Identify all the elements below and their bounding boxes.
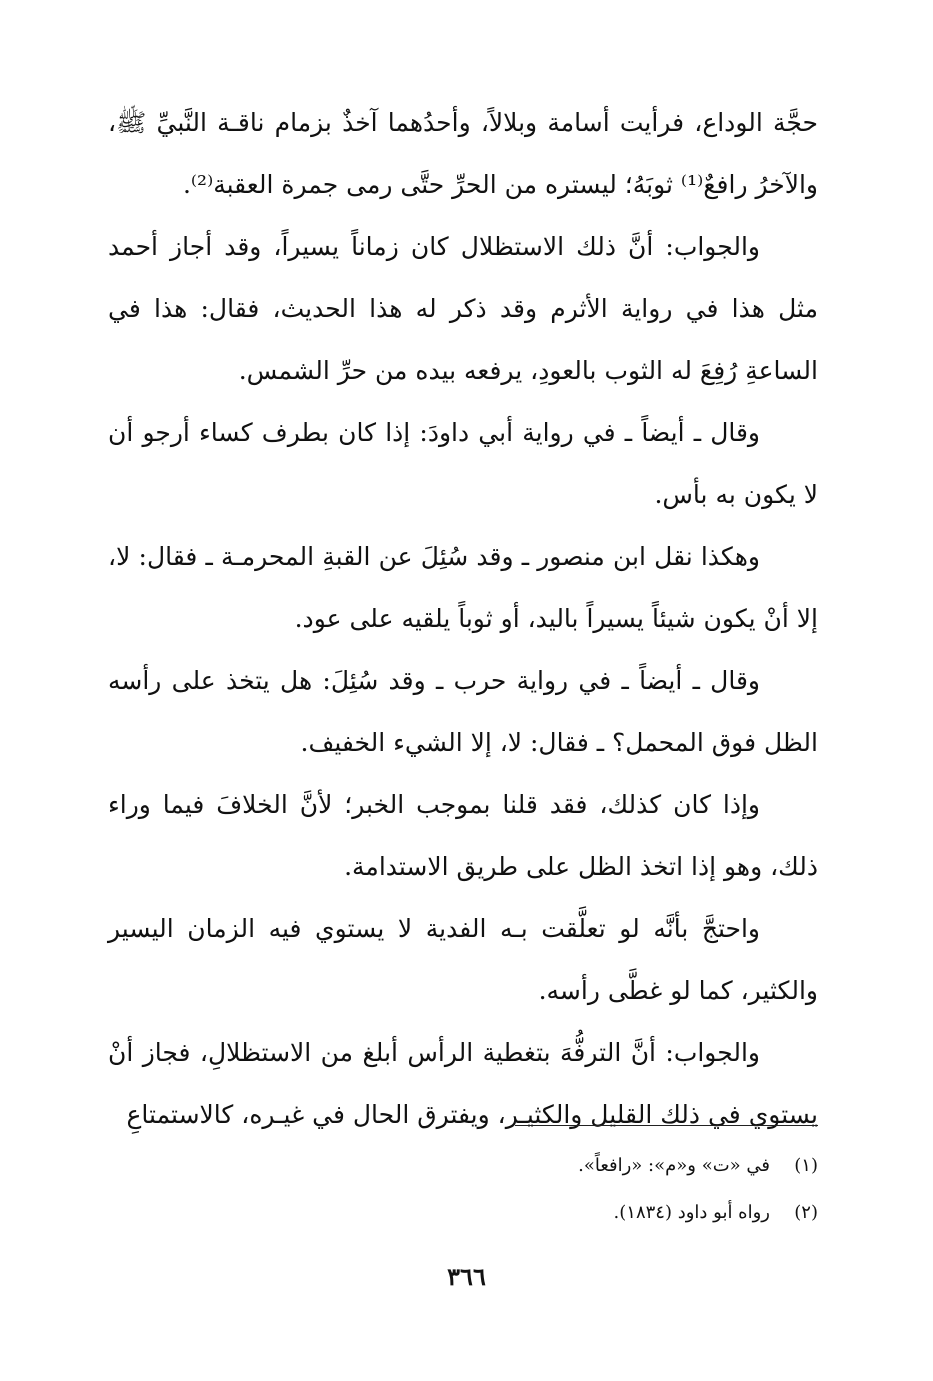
paragraph-6: وإذا كان كذلك، فقد قلنا بموجب الخبر؛ لأنَّ الخلافَ فيما وراء ذلك، وهو إذا اتخذ الظل على طريق الاستدامة. — [108, 790, 818, 881]
paragraph-8: والجواب: أنَّ الترفُّهَ بتغطية الرأس أبلغ من الاستظلالِ، فجاز أنْ يستوي في ذلك القليل والكثيـر، ويفترق الحال في غيـره، كالاستمتاعِ — [108, 1038, 818, 1129]
paragraph-1: حجَّة الوداع، فرأيت أسامة وبلالاً، وأحدُهما آخذٌ بزمام ناقـة النَّبيِّ ﷺ، والآخرُ رافعٌ⁽¹⁾ ثوبَهُ؛ ليستره من الحرِّ حتَّى رمى جمرة العقبة⁽²⁾. — [108, 108, 818, 199]
footnote-text: رواه أبو داود (١٨٣٤). — [613, 1202, 770, 1223]
footnote-text: في «ت» و«م»: «رافعاً». — [578, 1155, 770, 1176]
footnote-number: (١) — [794, 1155, 818, 1176]
paragraph-7: واحتجَّ بأنَّه لو تعلَّقت بـه الفدية لا يستوي فيه الزمان اليسير والكثير، كما لو غطَّى رأسه. — [108, 914, 818, 1005]
paragraph-5: وقال ـ أيضاً ـ في رواية حرب ـ وقد سُئِلَ: هل يتخذ على رأسه الظل فوق المحمل؟ ـ فقال: لا، إلا الشيء الخفيف. — [108, 666, 818, 757]
footnote-number: (٢) — [794, 1202, 818, 1223]
footnote-2 — [380, 1189, 818, 1236]
paragraph-4: وهكذا نقل ابن منصور ـ وقد سُئِلَ عن القبةِ المحرمـة ـ فقال: لا، إلا أنْ يكون شيئاً يسيراً باليد، أو ثوباً يلقيه على عود. — [108, 542, 818, 633]
page-number: ٣٦٦ — [447, 1262, 486, 1291]
body-text — [108, 92, 818, 1146]
paragraph-3: وقال ـ أيضاً ـ في رواية أبي داودَ: إذا كان بطرف كساء أرجو أن لا يكون به بأس. — [108, 418, 818, 509]
footnote-1 — [380, 1142, 818, 1189]
paragraph-2: والجواب: أنَّ ذلك الاستظلال كان زماناً يسيراً، وقد أجاز أحمد مثل هذا في رواية الأثرم وقد ذكر له هذا الحديث، فقال: هذا في الساعةِ رُفِعَ له الثوب بالعودِ، يرفعه بيده من حرِّ الشمس. — [108, 232, 818, 385]
footnote-separator — [515, 1125, 818, 1126]
footnotes — [380, 1142, 818, 1236]
